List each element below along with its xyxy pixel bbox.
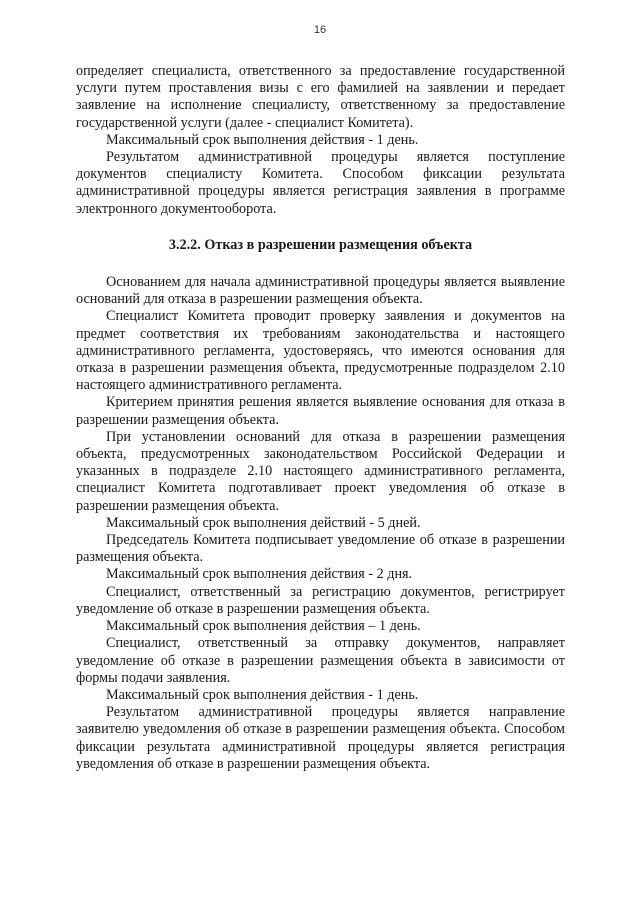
paragraph: Председатель Комитета подписывает уведомление об отказе в разрешении размещения объекта.	[76, 532, 565, 566]
paragraph: Максимальный срок выполнения действия - 1 день.	[106, 686, 419, 703]
paragraph: Специалист Комитета проводит проверку заявления и документов на предмет соответствия их требованиям законодательства и настоящего административного регламента, удостоверяясь, что имеются основания для отказа в разрешении размещения объекта, предусмотренные подразделом 2.10 настоящего административного регламента.	[76, 308, 565, 394]
paragraph-continuation: определяет специалиста, ответственного за предоставление государственной услуги путем проставления визы с его фамилией на заявлении и передает заявление на исполнение специалисту, ответственному за предоставление государственной услуги (далее - специалист Комитета).	[76, 63, 565, 131]
document-body	[76, 63, 565, 773]
paragraph: Максимальный срок выполнения действия - 2 дня.	[106, 566, 413, 583]
paragraph: Критерием принятия решения является выявление основания для отказа в разрешении размещения объекта.	[76, 394, 565, 428]
section-heading: 3.2.2. Отказ в разрешении размещения объекта	[168, 236, 473, 253]
paragraph: Максимальный срок выполнения действия – 1 день.	[106, 618, 421, 635]
paragraph: Максимальный срок выполнения действия - 1 день.	[106, 131, 419, 148]
paragraph: Основанием для начала административной процедуры является выявление оснований для отказа в разрешении размещения объекта.	[76, 274, 565, 308]
paragraph: Специалист, ответственный за регистрацию документов, регистрирует уведомление об отказе в разрешении размещения объекта.	[76, 583, 565, 617]
paragraph: При установлении оснований для отказа в разрешении размещения объекта, предусмотренных законодательством Российской Федерации и указанных в подразделе 2.10 настоящего административного регламента, специалист Комитета подготавливает проект уведомления об отказе в разрешении размещения объекта.	[76, 428, 565, 514]
paragraph: Результатом административной процедуры является направление заявителю уведомления об отказе в разрешении размещения объекта. Способом фиксации результата административной процедуры является регистрация уведомления об отказе в разрешении размещения объекта.	[76, 704, 565, 772]
page-number: 16	[313, 24, 327, 36]
paragraph: Результатом административной процедуры является поступление документов специалисту Комитета. Способом фиксации результата административной процедуры является регистрация заявления в программе электронного документооборота.	[76, 149, 565, 217]
paragraph: Максимальный срок выполнения действий - 5 дней.	[106, 514, 421, 531]
paragraph: Специалист, ответственный за отправку документов, направляет уведомление об отказе в разрешении размещения объекта в зависимости от формы подачи заявления.	[76, 635, 565, 686]
